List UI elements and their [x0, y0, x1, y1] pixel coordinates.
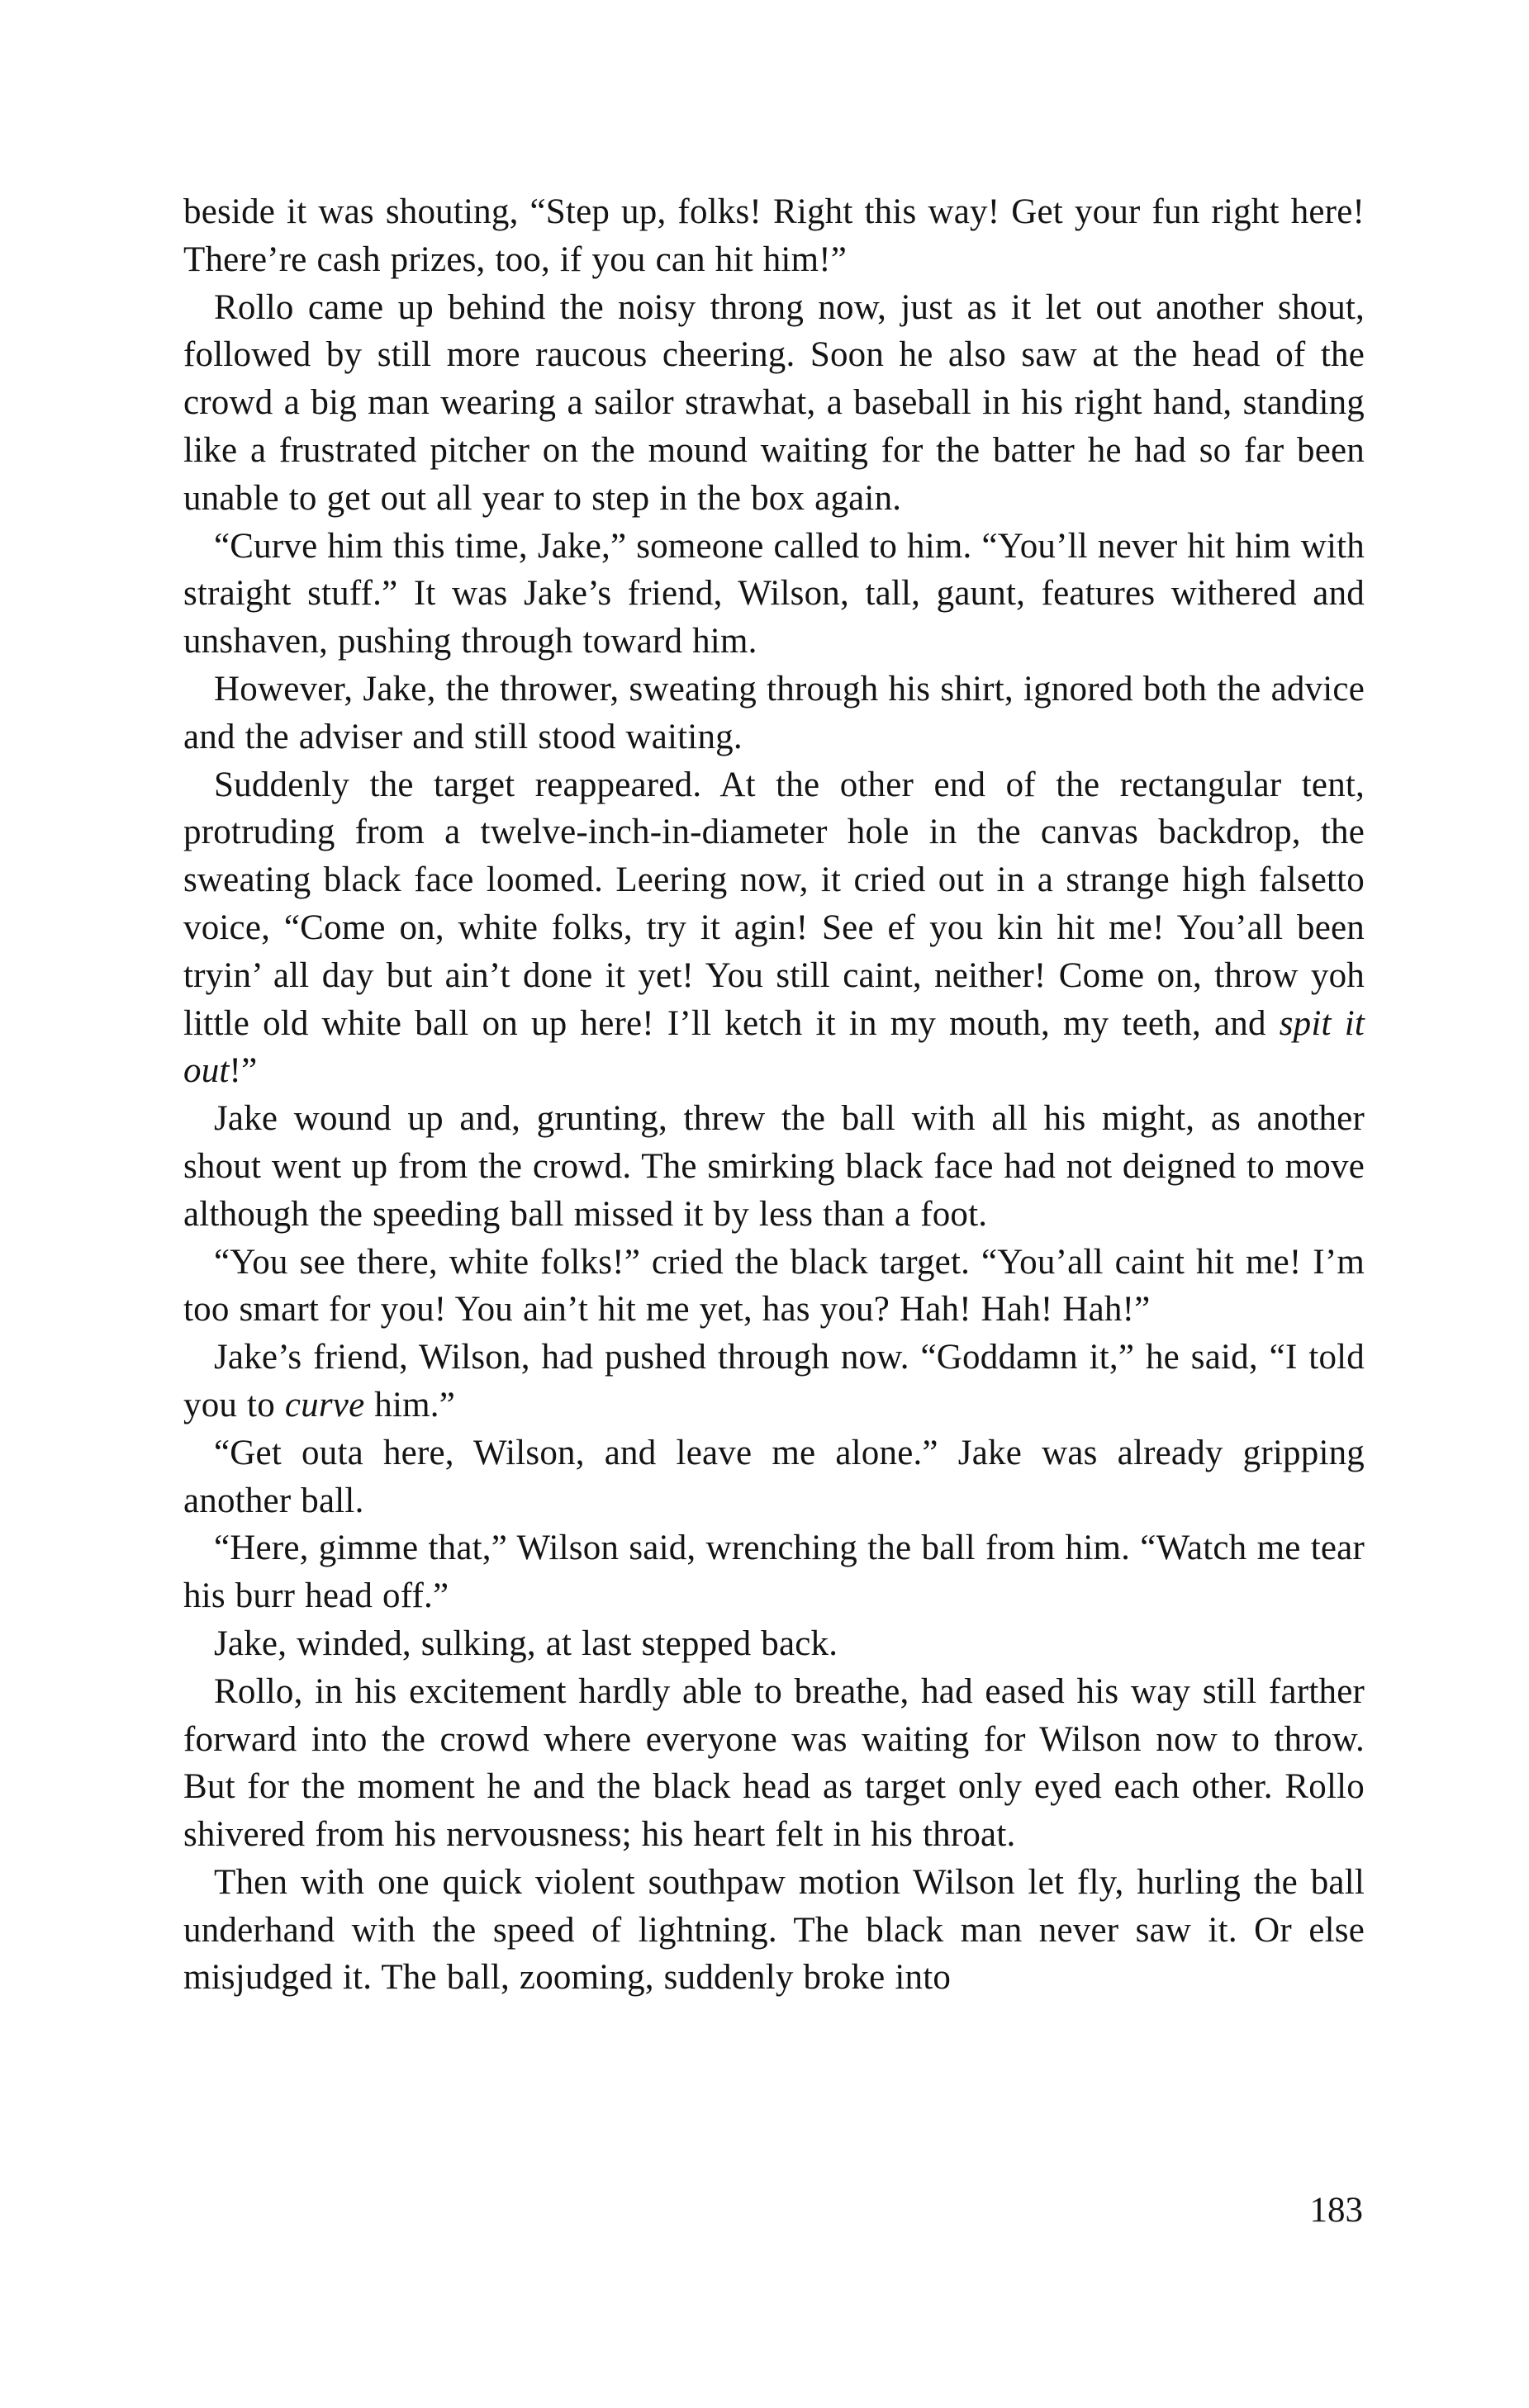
- paragraph: However, Jake, the thrower, sweating through his shirt, ignored both the advice and the adviser and still stood waiting.: [183, 669, 1365, 756]
- body-text: [183, 188, 1365, 2002]
- paragraph: “Get outa here, Wilson, and leave me alone.” Jake was already gripping another ball.: [183, 1433, 1365, 1520]
- italic-text: spit it out: [183, 1003, 1365, 1091]
- paragraph: Jake’s friend, Wilson, had pushed through now. “Goddamn it,” he said, “I told you to curve him.”: [183, 1338, 1365, 1424]
- paragraph: Jake, winded, sulking, at last stepped back.: [214, 1624, 838, 1663]
- paragraph: Jake wound up and, grunting, threw the ball with all his might, as another shout went up from the crowd. The smirking black face had not deigned to move although the speeding ball missed it by less than a foot.: [183, 1099, 1365, 1234]
- paragraph: Rollo came up behind the noisy throng now, just as it let out another shout, followed by still more raucous cheering. Soon he also saw at the head of the crowd a big man wearing a sailor strawhat, a baseball in his right hand, standing like a frustrated pitcher on the mound waiting for the batter he had so far been unable to get out all year to step in the box again.: [183, 287, 1365, 518]
- paragraph: “Curve him this time, Jake,” someone called to him. “You’ll never hit him with straight stuff.” It was Jake’s friend, Wilson, tall, gaunt, features withered and unshaven, pushing through toward him.: [183, 526, 1365, 661]
- paragraph: beside it was shouting, “Step up, folks! Right this way! Get your fun right here! There’re cash prizes, too, if you can hit him!”: [183, 192, 1365, 279]
- italic-text: curve: [284, 1385, 365, 1424]
- paragraph: “Here, gimme that,” Wilson said, wrenching the ball from him. “Watch me tear his burr head off.”: [183, 1529, 1365, 1616]
- paragraph: Then with one quick violent southpaw motion Wilson let fly, hurling the ball underhand with the speed of lightning. The black man never saw it. Or else misjudged it. The ball, zooming, suddenly broke into: [183, 1862, 1365, 1998]
- paragraph: “You see there, white folks!” cried the black target. “You’all caint hit me! I’m too smart for you! You ain’t hit me yet, has you? Hah! Hah! Hah!”: [183, 1242, 1365, 1330]
- paragraph: Suddenly the target reappeared. At the other end of the rectangular tent, protruding from a twelve-inch-in-diameter hole in the canvas backdrop, the sweating black face loomed. Leering now, it cried out in a strange high falsetto voice, “Come on, white folks, try it agin! See ef you kin hit me! You’all been tryin’ all day but ain’t done it yet! You still caint, neither! Come on, throw yoh little old white ball on up here! I’ll ketch it in my mouth, my teeth, and spit it out!”: [183, 765, 1365, 1091]
- paragraph: Rollo, in his excitement hardly able to breathe, had eased his way still farther forward into the crowd where everyone was waiting for Wilson now to throw. But for the moment he and the black head as target only eyed each other. Rollo shivered from his nervousness; his heart felt in his throat.: [183, 1671, 1365, 1855]
- page-number: 183: [1309, 2191, 1363, 2230]
